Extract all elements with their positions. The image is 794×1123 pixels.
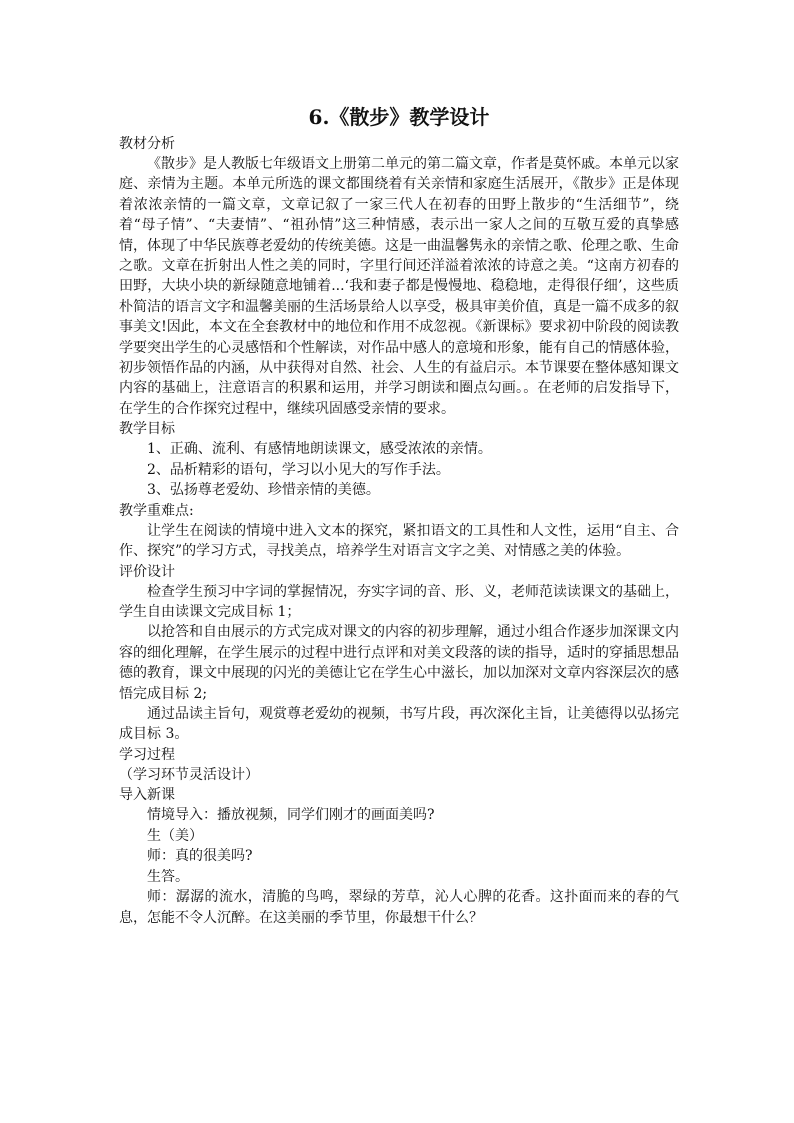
evaluation-paragraph-3: 通过品读主旨句，观赏尊老爱幼的视频，书写片段，再次深化主旨，让美德得以弘扬完成目标 3。: [119, 706, 679, 743]
section-heading-key-points: 教学重难点:: [119, 502, 194, 519]
key-points-paragraph: 让学生在阅读的情境中进入文本的探究，紧扣语文的工具性和人文性，运用“自主、合作、探究”的学习方式，寻找美点，培养学生对语言文字之美、对情感之美的体验。: [119, 522, 679, 560]
section-heading-process: 学习过程: [119, 746, 175, 763]
section-heading-objectives: 教学目标: [119, 421, 175, 438]
dialogue-line-2: 生（美）: [147, 827, 203, 844]
dialogue-line-3: 师：真的很美吗?: [147, 848, 253, 865]
materials-paragraph: 《散步》是人教版七年级语文上册第二单元的第二篇文章，作者是莫怀戚。本单元以家庭、亲情为主题。本单元所选的课文都围绕着有关亲情和家庭生活展开，《散步》正是体现着浓浓亲情的一篇文章，文章记叙了一家三代人在初春的田野上散步的“生活细节”，绕着“母子情”、“夫妻情”、“祖孙情”这三种情感，表示出一家人之间的互敬互爱的真挚感情，体现了中华民族尊老爱幼的传统美德。这是一曲温馨隽永的亲情之歌、伦理之歌、生命之歌。文章在折射出人性之美的同时，字里行间还洋溢着浓浓的诗意之美。“这南方初春的田野，大块小块的新绿随意地铺着...‘我和妻子都是慢慢地、稳稳地，走得很仔细’，这些质朴简洁的语言文字和温馨美丽的生活场景给人以享受，极具审美价值，真是一篇不成多的叙事美文!因此，本文在全套教材中的地位和作用不成忽视。《新课标》要求初中阶段的阅读教学要突出学生的心灵感悟和个性解读，对作品中感人的意境和形象，能有自己的情感体验，初步领悟作品的内涵，从中获得对自然、社会、人生的有益启示。本节课要在整体感知课文内容的基础上，注意语言的积累和运用，并学习朗读和圈点勾画。。在老师的启发指导下，在学生的合作探究过程中，继续巩固感受亲情的要求。: [119, 156, 679, 417]
process-note: （学习环节灵活设计）: [119, 766, 259, 783]
section-heading-evaluation: 评价设计: [119, 563, 175, 580]
evaluation-paragraph-1: 检查学生预习中字词的掌握情况，夯实字词的音、形、义，老师范读读课文的基础上，学生自由读课文完成目标 1；: [119, 583, 679, 620]
dialogue-line-1: 情境导入：播放视频，同学们刚才的画面美吗?: [147, 807, 435, 824]
document-title: 6.《散步》教学设计: [308, 105, 490, 129]
sub-heading-intro: 导入新课: [119, 787, 175, 804]
evaluation-paragraph-2: 以抢答和自由展示的方式完成对课文的内容的初步理解，通过小组合作逐步加深课文内容的细化理解，在学生展示的过程中进行点评和对美文段落的读的指导，适时的穿插思想品德的教育，课文中展现的闪光的美德让它在学生心中滋长，加以加深对文章内容深层次的感悟完成目标 2;: [119, 624, 679, 702]
dialogue-line-4: 生答。: [147, 868, 189, 885]
objective-item-2: 2、品析精彩的语句，学习以小见大的写作手法。: [147, 461, 450, 478]
objective-item-3: 3、弘扬尊老爱幼、珍惜亲情的美德。: [147, 482, 380, 499]
section-heading-materials: 教材分析: [119, 136, 175, 152]
document-page: [119, 102, 679, 928]
objective-item-1: 1、正确、流利、有感情地朗读课文，感受浓浓的亲情。: [147, 441, 492, 458]
closing-paragraph: 师：潺潺的流水，清脆的鸟鸣，翠绿的芳草，沁人心脾的花香。这扑面而来的春的气息，怎能不令人沉醉。在这美丽的季节里，你最想干什么？: [119, 889, 679, 926]
